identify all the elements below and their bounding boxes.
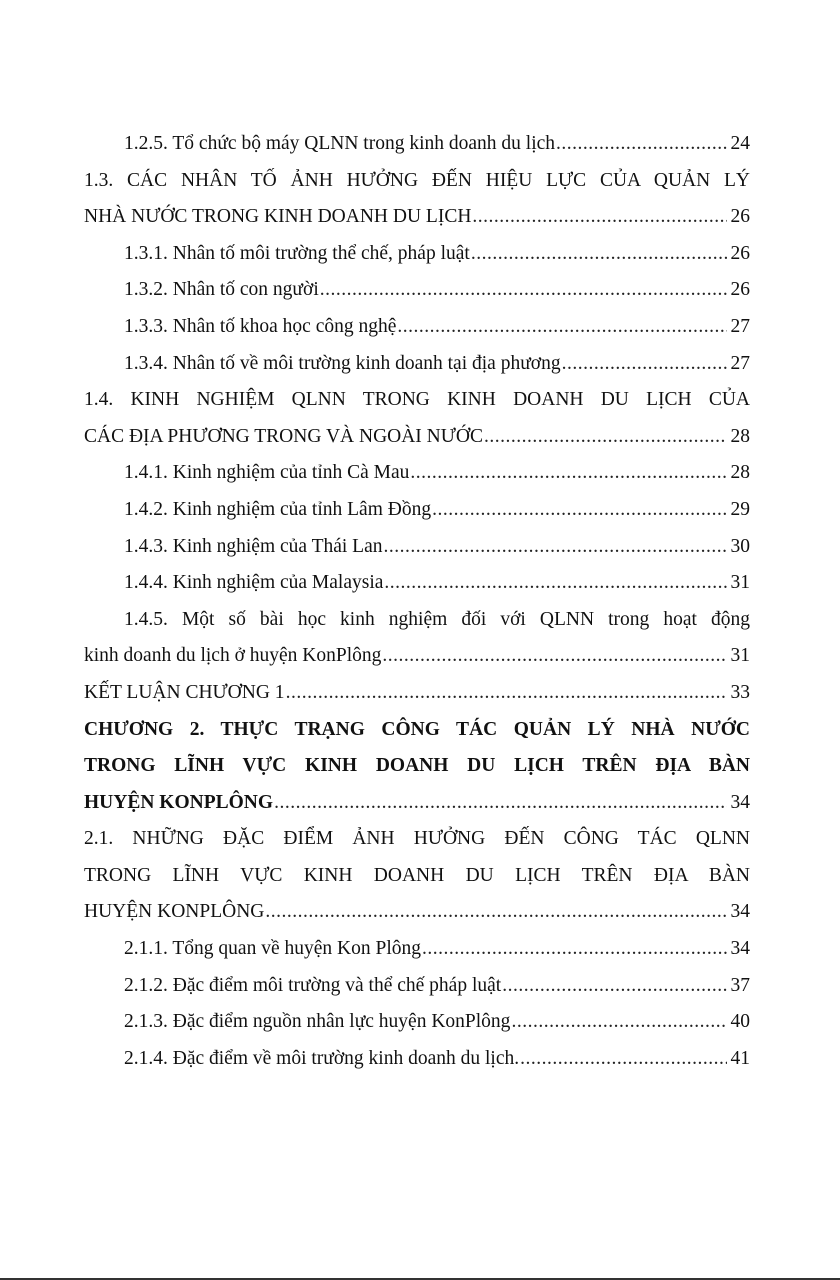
toc-entry-last-line <box>124 565 750 602</box>
toc-entry-text-line: KẾT LUẬN CHƯƠNG 1 <box>84 681 285 703</box>
toc-entry-1-4-1 <box>84 455 750 492</box>
toc-entry-last-line <box>84 419 750 456</box>
toc-page-number: 29 <box>730 498 750 520</box>
toc-entry-last-line <box>124 968 750 1005</box>
toc-entry-text-line: HUYỆN KONPLÔNG <box>84 901 265 923</box>
toc-entry-1-3-4 <box>84 346 750 383</box>
toc-entry-last-line <box>84 675 750 712</box>
toc-page-number: 27 <box>730 315 750 337</box>
toc-entry-last-line <box>124 492 750 529</box>
toc-page-number: 41 <box>730 1047 750 1069</box>
toc-page-number: 28 <box>730 462 750 484</box>
dot-leader <box>556 126 727 163</box>
toc-entry-last-line <box>124 1004 750 1041</box>
dot-leader <box>484 419 727 456</box>
toc-entry-text-line: 2.1.3. Đặc điểm nguồn nhân lực huyện KonPlông <box>124 1011 511 1033</box>
toc-entry-last-line <box>84 785 750 822</box>
toc-entry-2-1-2 <box>84 968 750 1005</box>
toc-entry-text-line: 2.1. NHỮNG ĐẶC ĐIỂM ẢNH HƯỞNG ĐẾN CÔNG TÁC QLNN <box>84 828 750 850</box>
toc-page-number: 37 <box>730 974 750 996</box>
toc-entry-text-line: CÁC ĐỊA PHƯƠNG TRONG VÀ NGOÀI NƯỚC <box>84 425 483 447</box>
toc-entry-text-line: kinh doanh du lịch ở huyện KonPlông <box>84 645 382 667</box>
toc-entry-text-line: 2.1.2. Đặc điểm môi trường và thể chế pháp luật <box>124 974 502 996</box>
toc-page-number: 26 <box>730 206 750 228</box>
toc-entry-text-line: 1.3. CÁC NHÂN TỐ ẢNH HƯỞNG ĐẾN HIỆU LỰC CỦA QUẢN LÝ <box>84 169 750 191</box>
toc-entry-last-line <box>124 346 750 383</box>
toc-page-number: 40 <box>730 1011 750 1033</box>
dot-leader <box>410 455 727 492</box>
toc-entry-1-3-1 <box>84 236 750 273</box>
toc-entry-text-line: 1.4.2. Kinh nghiệm của tỉnh Lâm Đồng <box>124 498 432 520</box>
dot-leader <box>384 529 728 566</box>
dot-leader <box>502 968 727 1005</box>
toc-entry-last-line <box>124 126 750 163</box>
toc-entry-1-3 <box>84 163 750 236</box>
dot-leader <box>471 236 727 273</box>
toc-entry-text-line: 1.4. KINH NGHIỆM QLNN TRONG KINH DOANH DU LỊCH CỦA <box>84 389 750 411</box>
toc-entry-last-line <box>84 199 750 236</box>
toc-page-number: 34 <box>730 938 750 960</box>
toc-entry-1-4-2 <box>84 492 750 529</box>
dot-leader <box>511 1004 727 1041</box>
toc-entry-last-line <box>124 455 750 492</box>
dot-leader <box>520 1041 727 1078</box>
toc-entry-text-line: 1.3.1. Nhân tố môi trường thể chế, pháp luật <box>124 242 470 264</box>
toc-entry-text-line: TRONG LĨNH VỰC KINH DOANH DU LỊCH TRÊN ĐỊA BÀN <box>84 864 750 886</box>
toc-entry-2-1 <box>84 821 750 931</box>
toc-entry-text-line: 1.4.4. Kinh nghiệm của Malaysia <box>124 572 384 594</box>
dot-leader <box>265 894 727 931</box>
toc-entry-text-line: HUYỆN KONPLÔNG <box>84 791 274 813</box>
toc-entry-2-1-3 <box>84 1004 750 1041</box>
toc-entry-ketluan1 <box>84 675 750 712</box>
toc-entry-text-line: CHƯƠNG 2. THỰC TRẠNG CÔNG TÁC QUẢN LÝ NHÀ NƯỚC <box>84 718 750 740</box>
toc-entry-1-2-5 <box>84 126 750 163</box>
toc-page-number: 34 <box>730 901 750 923</box>
toc-entry-1-4-4 <box>84 565 750 602</box>
toc-page-number: 33 <box>730 681 750 703</box>
toc-entry-text-line: 1.3.3. Nhân tố khoa học công nghệ <box>124 315 397 337</box>
toc-page-number: 28 <box>730 425 750 447</box>
dot-leader <box>397 309 727 346</box>
toc-page-number: 30 <box>730 535 750 557</box>
toc-entry-last-line <box>124 1041 750 1078</box>
toc-page-number: 26 <box>730 242 750 264</box>
dot-leader <box>320 272 727 309</box>
toc-page-number: 24 <box>730 133 750 154</box>
toc-entry-text-line: 1.4.5. Một số bài học kinh nghiệm đối với QLNN trong hoạt động <box>124 608 750 630</box>
toc-entry-last-line <box>124 931 750 968</box>
toc-entry-last-line <box>124 309 750 346</box>
toc-entry-text-line: 2.1.4. Đặc điểm về môi trường kinh doanh du lịch. <box>124 1047 520 1069</box>
toc-entry-last-line <box>124 529 750 566</box>
dot-leader <box>472 199 727 236</box>
toc-entry-last-line <box>124 272 750 309</box>
toc-entry-text-line: 1.4.1. Kinh nghiệm của tỉnh Cà Mau <box>124 462 410 484</box>
toc-entry-1-4-5 <box>84 602 750 675</box>
dot-leader <box>432 492 727 529</box>
toc-entry-last-line <box>84 638 750 675</box>
toc-entry-text-line: NHÀ NƯỚC TRONG KINH DOANH DU LỊCH <box>84 206 472 228</box>
toc-entry-text-line: TRONG LĨNH VỰC KINH DOANH DU LỊCH TRÊN ĐỊA BÀN <box>84 755 750 777</box>
dot-leader <box>286 675 727 712</box>
toc-page-number: 31 <box>730 572 750 594</box>
toc-page-number: 27 <box>730 352 750 374</box>
toc-entry-1-3-2 <box>84 272 750 309</box>
toc-entry-1-4 <box>84 382 750 455</box>
toc-page-number: 31 <box>730 645 750 667</box>
toc-entry-1-3-3 <box>84 309 750 346</box>
toc-entry-2-1-4 <box>84 1041 750 1078</box>
dot-leader <box>562 346 727 383</box>
dot-leader <box>274 785 727 822</box>
toc-entry-2-1-1 <box>84 931 750 968</box>
toc-entry-last-line <box>124 236 750 273</box>
toc-page-number: 34 <box>730 791 750 813</box>
toc-entry-text-line: 1.4.3. Kinh nghiệm của Thái Lan <box>124 535 383 557</box>
toc-page-number: 26 <box>730 279 750 301</box>
toc-entry-text-line: 1.2.5. Tổ chức bộ máy QLNN trong kinh doanh du lịch <box>124 133 556 154</box>
toc-entry-1-4-3 <box>84 529 750 566</box>
toc-entry-text-line: 1.3.4. Nhân tố về môi trường kinh doanh tại địa phương <box>124 352 561 374</box>
toc-entry-chuong2 <box>84 712 750 822</box>
table-of-contents <box>84 126 750 1077</box>
dot-leader <box>382 638 727 675</box>
dot-leader <box>384 565 727 602</box>
dot-leader <box>422 931 727 968</box>
toc-entry-text-line: 1.3.2. Nhân tố con người <box>124 279 319 301</box>
toc-entry-text-line: 2.1.1. Tổng quan về huyện Kon Plông <box>124 938 421 960</box>
toc-entry-last-line <box>84 894 750 931</box>
